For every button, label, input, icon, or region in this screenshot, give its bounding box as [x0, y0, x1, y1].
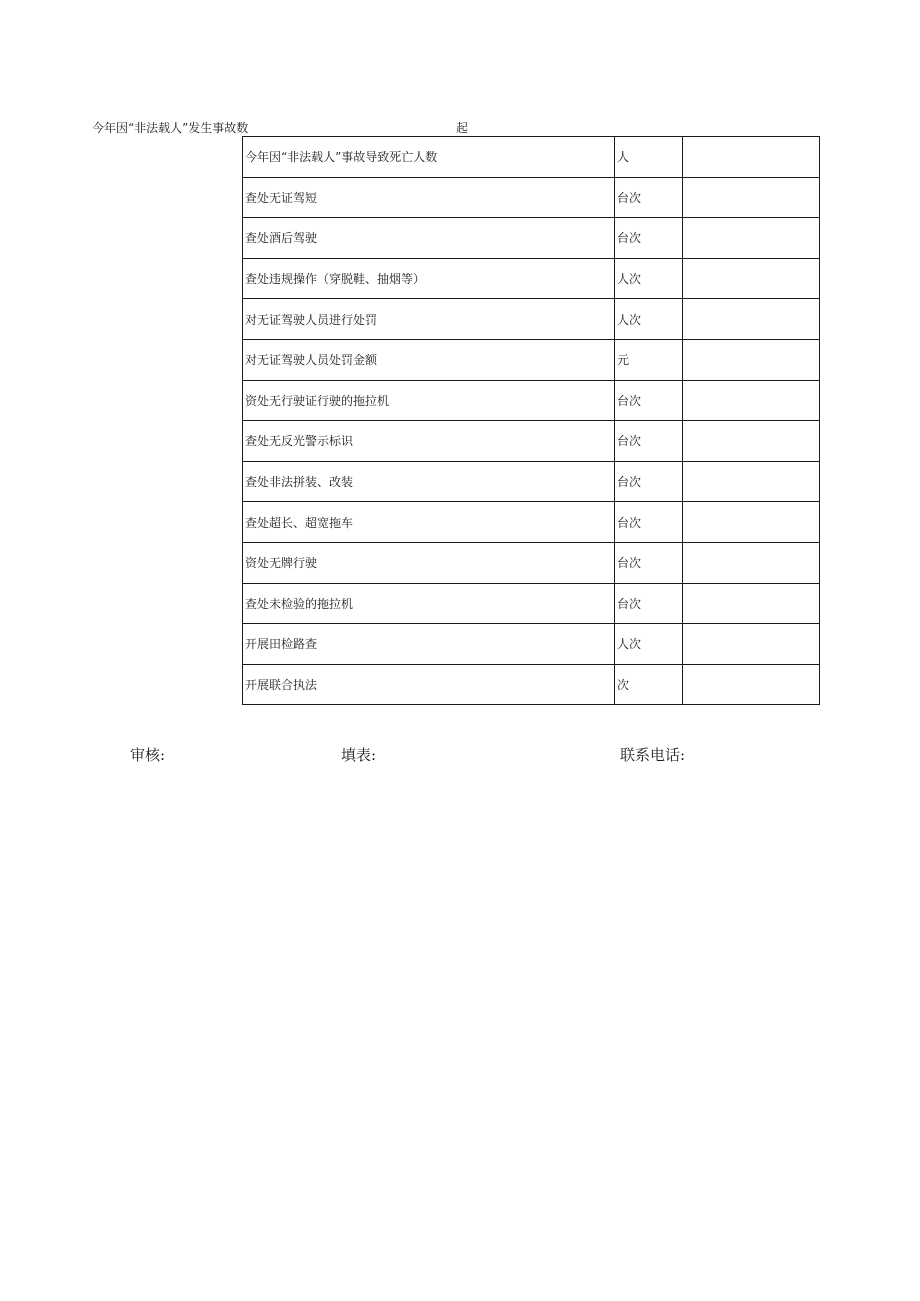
table-row [243, 421, 820, 462]
statistics-table [242, 136, 820, 705]
unit-cell: 元 [615, 339, 683, 380]
value-cell[interactable] [683, 137, 820, 178]
item-cell: 开展田检路查 [243, 624, 615, 665]
value-cell[interactable] [683, 339, 820, 380]
accident-count-unit: 起 [456, 121, 469, 135]
review-label: 审核: [130, 746, 166, 764]
value-cell[interactable] [683, 624, 820, 665]
item-cell: 查处违规操作（穿脱鞋、抽烟等） [243, 258, 615, 299]
table-row [243, 177, 820, 218]
unit-cell: 人 [615, 137, 683, 178]
unit-cell: 台次 [615, 502, 683, 543]
unit-cell: 台次 [615, 177, 683, 218]
table-row [243, 624, 820, 665]
table-row [243, 258, 820, 299]
value-cell[interactable] [683, 461, 820, 502]
value-cell[interactable] [683, 502, 820, 543]
unit-cell: 人次 [615, 624, 683, 665]
value-cell[interactable] [683, 380, 820, 421]
value-cell[interactable] [683, 177, 820, 218]
item-cell: 资处无牌行驶 [243, 542, 615, 583]
table-row [243, 299, 820, 340]
unit-cell: 台次 [615, 461, 683, 502]
item-cell: 查处无证驾短 [243, 177, 615, 218]
item-cell: 对无证驾驶人员进行处罚 [243, 299, 615, 340]
unit-cell: 台次 [615, 218, 683, 259]
item-cell: 查处无反光警示标识 [243, 421, 615, 462]
item-cell: 查处未检验的拖拉机 [243, 583, 615, 624]
table-row [243, 218, 820, 259]
table-row [243, 137, 820, 178]
value-cell[interactable] [683, 583, 820, 624]
item-cell: 查处超长、超宽拖车 [243, 502, 615, 543]
table-row [243, 542, 820, 583]
value-cell[interactable] [683, 218, 820, 259]
value-cell[interactable] [683, 421, 820, 462]
fill-label: 填表: [341, 746, 377, 764]
item-cell: 对无证驾驶人员处罚金额 [243, 339, 615, 380]
unit-cell: 台次 [615, 421, 683, 462]
table-row [243, 461, 820, 502]
item-cell: 查处非法拼装、改装 [243, 461, 615, 502]
item-cell: 今年因“非法载人”事故导致死亡人数 [243, 137, 615, 178]
unit-cell: 人次 [615, 299, 683, 340]
value-cell[interactable] [683, 258, 820, 299]
item-cell: 开展联合执法 [243, 664, 615, 705]
accident-count-label: 今年因“非法载人”发生事故数 [92, 121, 249, 135]
unit-cell: 次 [615, 664, 683, 705]
table-row [243, 339, 820, 380]
item-cell: 资处无行驶证行驶的拖拉机 [243, 380, 615, 421]
phone-label: 联系电话: [620, 746, 686, 764]
table-row [243, 583, 820, 624]
table-row [243, 502, 820, 543]
unit-cell: 台次 [615, 380, 683, 421]
unit-cell: 人次 [615, 258, 683, 299]
value-cell[interactable] [683, 664, 820, 705]
unit-cell: 台次 [615, 542, 683, 583]
table-row [243, 664, 820, 705]
table-row [243, 380, 820, 421]
value-cell[interactable] [683, 542, 820, 583]
unit-cell: 台次 [615, 583, 683, 624]
item-cell: 查处酒后驾驶 [243, 218, 615, 259]
value-cell[interactable] [683, 299, 820, 340]
